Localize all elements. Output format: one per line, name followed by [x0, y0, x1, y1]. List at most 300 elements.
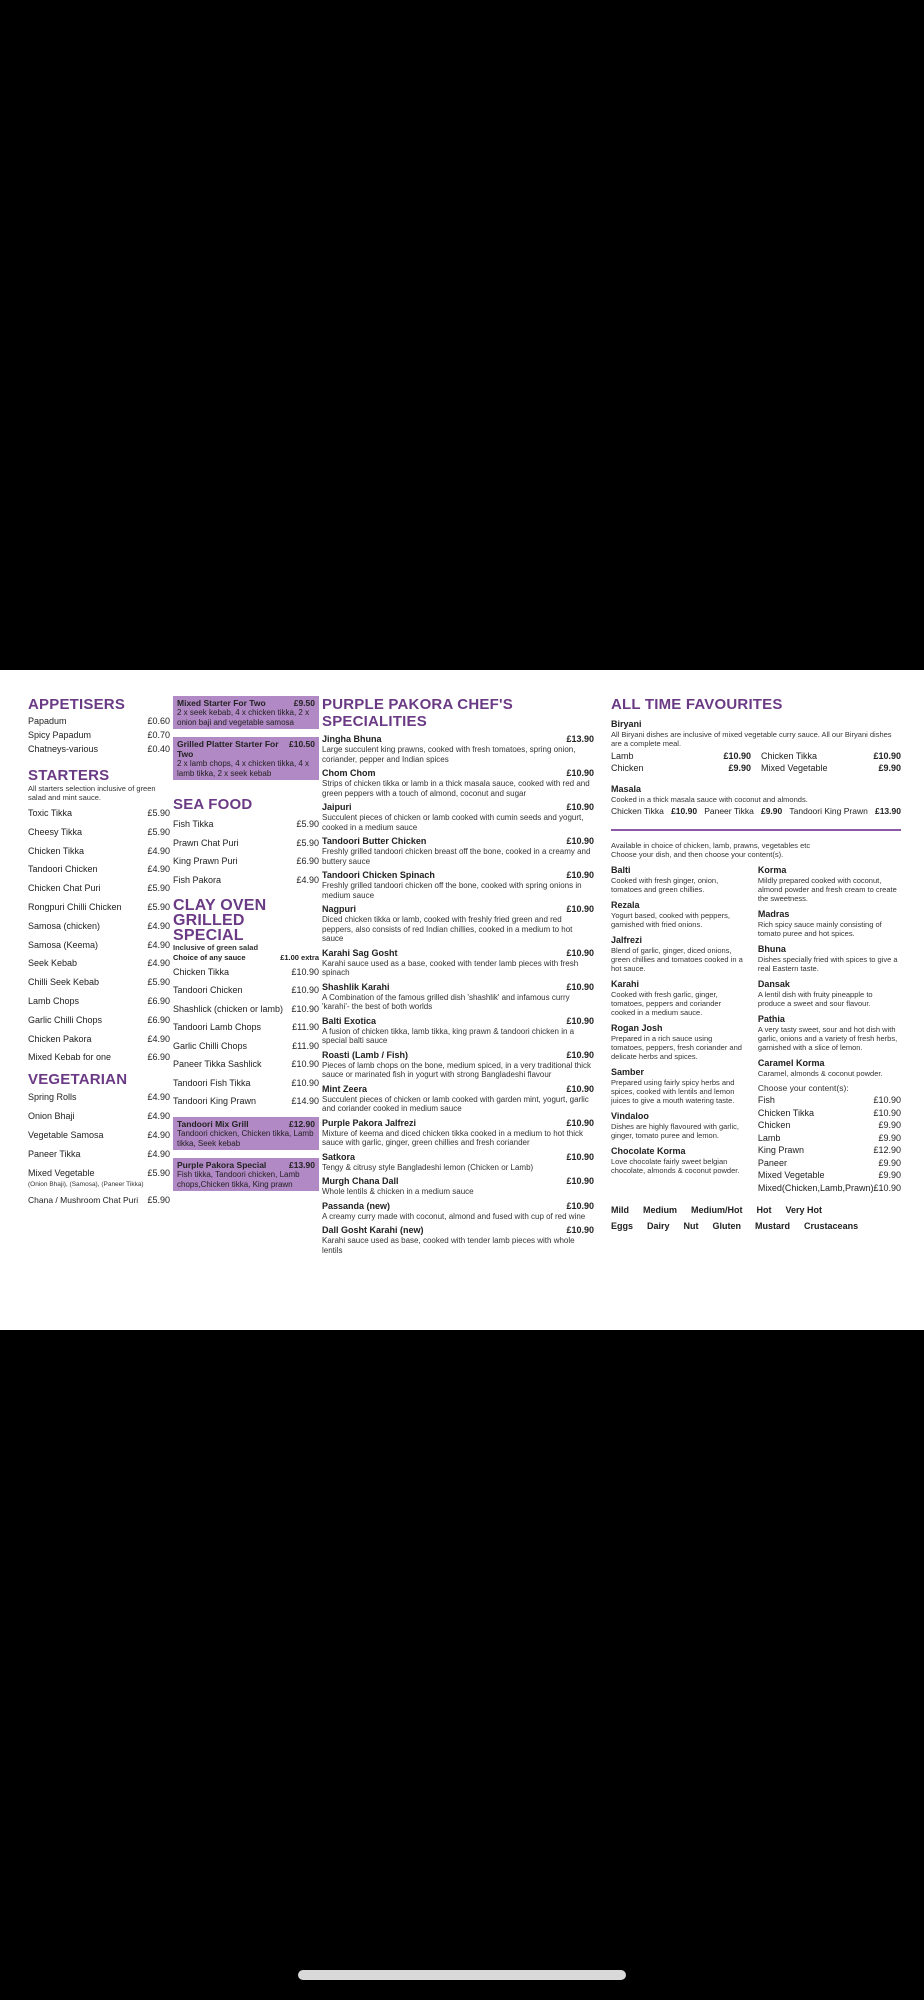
vegetarian-title: VEGETARIAN	[28, 1071, 128, 1089]
item-price: £4.90	[147, 864, 170, 875]
menu-item	[173, 967, 319, 978]
menu-item	[28, 716, 170, 727]
price-label: Lamb	[611, 751, 634, 761]
sauce-desc: Prepared in a rich sauce using tomatoes, peppers, fresh coriander and delicate herbs and spices.	[611, 1034, 742, 1061]
heat-level: Mild	[611, 1205, 629, 1215]
price-value: £13.90	[874, 806, 901, 816]
allergen-label: Dairy	[647, 1221, 670, 1231]
item-name: Garlic Chilli Chops	[28, 1014, 103, 1025]
dish-price: £10.90	[566, 904, 594, 914]
sauce-item	[611, 1146, 744, 1175]
price-value: £10.90	[873, 751, 901, 761]
item-name: Samosa (chicken)	[28, 920, 101, 931]
chef-dish	[322, 1050, 594, 1080]
dish-name: Passanda (new)	[322, 1200, 391, 1211]
item-price: £14.90	[291, 1096, 319, 1106]
item-name: Garlic Chilli Chops	[173, 1040, 248, 1051]
item-price: £9.90	[878, 1170, 901, 1180]
sauce-name: Balti	[611, 865, 631, 875]
price-value: £9.90	[878, 763, 901, 773]
item-price: £4.90	[147, 1092, 170, 1103]
item-name: Mixed Kebab for one	[28, 1052, 112, 1063]
menu-item	[758, 1094, 901, 1107]
choose-list	[758, 1094, 901, 1194]
menu-item	[28, 921, 170, 932]
menu-item	[28, 902, 170, 913]
item-name: Mixed(Chicken,Lamb,Prawn)	[757, 1182, 874, 1193]
dish-desc: Tengy & citrusy style Bangladeshi lemon (Chicken or Lamb)	[322, 1162, 534, 1172]
dish-desc: Large succulent king prawns, cooked with fresh tomatoes, spring onion, coriander, pepper and Indian spices	[322, 745, 576, 764]
masala-section	[611, 784, 901, 804]
sauce-item	[611, 1111, 744, 1140]
menu-item	[758, 1119, 901, 1132]
item-name: Tandoori Lamb Chops	[173, 1022, 262, 1032]
price-label: Chicken Tikka	[761, 751, 818, 761]
allergen-label: Eggs	[611, 1221, 634, 1231]
menu-item	[173, 1059, 319, 1070]
menu-item	[758, 1107, 901, 1120]
item-price: £9.90	[878, 1120, 901, 1130]
dish-desc: Karahi sauce used as a base, cooked with tender lamb pieces with fresh spinach	[322, 958, 579, 977]
item-price: £5.90	[147, 1195, 170, 1206]
dish-desc: Freshly grilled tandoori chicken breast off the bone, cooked in a creamy and buttery sauce	[322, 847, 591, 866]
item-name: Papadum	[28, 716, 67, 726]
menu-item	[28, 1111, 170, 1122]
item-name: Cheesy Tikka	[28, 826, 83, 837]
item-name: Chicken Tikka	[173, 966, 230, 977]
item-name: Tandoori Fish Tikka	[173, 1077, 251, 1088]
heat-level: Hot	[756, 1205, 772, 1215]
chef-list	[322, 734, 594, 1255]
vegetarian-list	[28, 1092, 170, 1178]
sauce-desc: Love chocolate fairly sweet belgian chocolate, almonds & coconut powder.	[611, 1157, 740, 1175]
dish-header	[322, 1016, 594, 1027]
sauce-desc: Rich spicy sauce mainly consisting of tomato puree and hot spices.	[757, 920, 882, 938]
item-price: £10.90	[291, 966, 319, 977]
chef-dish	[322, 1201, 594, 1222]
chef-dish	[322, 982, 594, 1012]
sauce-name: Bhuna	[757, 944, 786, 954]
allergen-label: Mustard	[755, 1221, 791, 1231]
platter-price: £10.50	[289, 739, 315, 749]
item-price: £4.90	[147, 1111, 170, 1122]
dish-price: £10.90	[566, 947, 594, 958]
sauce-item	[758, 944, 901, 973]
item-name: Tandoori Chicken	[28, 864, 98, 875]
chef-dish	[322, 734, 594, 764]
item-name: Fish Pakora	[173, 874, 222, 885]
item-price: £4.90	[147, 1033, 170, 1044]
dish-header	[322, 768, 594, 779]
column-starters	[28, 696, 170, 1214]
price-label: Mixed Vegetable	[761, 763, 828, 773]
menu-item	[28, 1052, 170, 1063]
platter-price: £9.50	[293, 698, 315, 708]
item-price: £5.90	[147, 977, 170, 988]
price-label: Chicken Tikka	[611, 806, 664, 816]
dish-desc: Karahi sauce used as base, cooked with tender lamb pieces with whole lentils	[322, 1236, 575, 1255]
item-name: Shashlick (chicken or lamb)	[173, 1003, 284, 1014]
platter-box	[173, 696, 319, 729]
platter-title: Grilled Platter Starter For Two	[177, 739, 279, 759]
dish-price: £10.90	[566, 1015, 594, 1026]
dish-name: Chom Chom	[322, 768, 376, 778]
dish-desc: A creamy curry made with coconut, almond and fused with cup of red wine	[322, 1211, 586, 1221]
grill-box	[173, 1158, 319, 1191]
dish-name: Nagpuri	[322, 904, 357, 914]
menu-item	[28, 1015, 170, 1026]
clay-note-row	[173, 952, 319, 963]
heat-legend	[611, 1202, 901, 1218]
item-price: £11.90	[292, 1022, 319, 1032]
chef-dish	[322, 870, 594, 900]
dish-desc: Strips of chicken tikka or lamb in a thick masala sauce, cooked with red and green peppers with a touch of almond, coconut and sugar	[322, 779, 590, 798]
sauce-grid	[611, 865, 901, 1194]
dish-header	[322, 870, 594, 881]
item-price: £5.90	[296, 837, 319, 848]
clay-title-2: GRILLED SPECIAL	[173, 911, 245, 944]
item-name: Chicken Tikka	[757, 1107, 814, 1118]
dish-header	[322, 734, 594, 745]
favourites-title: ALL TIME FAVOURITES	[611, 696, 783, 713]
sauce-item	[611, 935, 744, 973]
menu-item	[28, 958, 170, 969]
clay-list	[173, 967, 319, 1108]
menu-item	[28, 1168, 170, 1179]
sauce-item	[758, 909, 901, 938]
divider	[611, 829, 901, 831]
item-price: £5.90	[147, 808, 170, 818]
item-name: Fish Tikka	[173, 819, 214, 829]
price-value: £10.90	[671, 806, 698, 816]
item-name: Mixed Vegetable	[757, 1170, 825, 1180]
item-name: Seek Kebab	[28, 958, 78, 969]
chef-dish	[322, 802, 594, 832]
item-name: Samosa (Keema)	[28, 939, 99, 950]
dish-price: £10.90	[566, 1225, 594, 1235]
choose-content	[758, 1084, 901, 1194]
dish-name: Satkora	[322, 1151, 356, 1162]
item-price: £6.90	[147, 995, 170, 1006]
item-name: Spicy Papadum	[28, 730, 92, 740]
item-name: King Prawn Puri	[173, 856, 238, 866]
menu-item	[28, 1130, 170, 1141]
column-chef-specialities	[322, 696, 594, 1259]
sauce-name: Korma	[757, 865, 787, 875]
masala-desc: Cooked in a thick masala sauce with coconut and almonds.	[611, 795, 808, 804]
dish-name: Jingha Bhuna	[322, 734, 382, 744]
menu-item	[28, 730, 170, 741]
dish-desc: Succulent pieces of chicken or lamb cooked with garden mint, yogurt, garlic and coriander cooked in medium sauce	[322, 1094, 589, 1113]
sauces-right-col	[758, 865, 901, 1194]
item-name: Tandoori Chicken	[173, 985, 243, 995]
item-name: King Prawn	[757, 1145, 804, 1155]
sauce-desc: Cooked with fresh ginger, onion, tomatoes and green chillies.	[611, 876, 719, 894]
item-name: Paneer Tikka	[28, 1148, 81, 1159]
chef-dish	[322, 768, 594, 798]
biryani-section	[611, 719, 901, 748]
item-price: £9.90	[878, 1157, 901, 1168]
menu-item	[173, 819, 319, 830]
dish-desc: Diced chicken tikka or lamb, cooked with freshly fried green and red peppers, also consists of red Indian chillies, cooked in a medium to hot sauce	[322, 915, 573, 943]
item-price: £0.60	[147, 716, 170, 726]
seafood-title: SEA FOOD	[173, 796, 253, 813]
menu-item	[173, 1022, 319, 1033]
chef-dish	[322, 948, 594, 978]
dish-price: £10.90	[566, 836, 594, 846]
item-price: £12.90	[873, 1145, 901, 1155]
menu-item	[173, 1096, 319, 1107]
dish-name: Shashlik Karahi	[322, 981, 390, 992]
sauce-item	[611, 900, 744, 929]
item-price: £9.90	[878, 1132, 901, 1143]
sauce-name: Rogan Josh	[611, 1023, 663, 1033]
menu-item	[758, 1157, 901, 1170]
price-label: Tandoori King Prawn	[789, 806, 868, 816]
sauce-item	[758, 979, 901, 1008]
item-name: Toxic Tikka	[28, 808, 73, 818]
dish-header	[322, 982, 594, 993]
menu-item	[758, 1132, 901, 1145]
dish-name: Karahi Sag Gosht	[322, 947, 398, 958]
dish-price: £10.90	[566, 1151, 594, 1162]
seafood-list	[173, 819, 319, 886]
sauce-item	[611, 1023, 744, 1061]
dish-price: £10.90	[566, 870, 594, 880]
appetisers-title: APPETISERS	[28, 696, 126, 713]
item-name: Vegetable Samosa	[28, 1129, 104, 1140]
dish-name: Dall Gosht Karahi (new)	[322, 1225, 424, 1235]
price-value: £10.90	[723, 751, 751, 761]
item-price: £0.40	[147, 744, 170, 754]
menu-item	[28, 808, 170, 819]
dish-name: Roasti (Lamb / Fish)	[322, 1049, 409, 1060]
chef-dish	[322, 1118, 594, 1148]
chef-dish	[322, 1152, 594, 1173]
sauce-desc: Prepared using fairly spicy herbs and spices, cooked with lentils and lemon juices to give a mouth watering taste.	[611, 1078, 735, 1105]
item-price: £10.90	[291, 1077, 319, 1088]
menu-sheet	[0, 670, 924, 1330]
item-price: £5.90	[147, 883, 170, 894]
item-name: Lamb	[757, 1132, 781, 1143]
price-label: Paneer Tikka	[704, 806, 754, 816]
item-price: £0.70	[147, 730, 170, 740]
dish-desc: Whole lentils & chicken in a medium sauce	[322, 1187, 474, 1196]
item-price: £4.90	[147, 1148, 170, 1159]
starters-list	[28, 808, 170, 1063]
sauces-right	[758, 865, 901, 1078]
item-name: Chilli Seek Kebab	[28, 977, 100, 988]
menu-item	[28, 744, 170, 755]
dish-price: £10.90	[566, 1176, 594, 1186]
column-favourites	[611, 696, 901, 1234]
menu-item	[173, 985, 319, 996]
item-price: £4.90	[147, 845, 170, 856]
sauce-desc: Dishes are highly flavoured with garlic, ginger, tomato puree and lemon.	[611, 1122, 739, 1140]
item-name: Chatneys-various	[28, 744, 99, 754]
item-price: £10.90	[291, 1059, 319, 1069]
item-price: £5.90	[147, 901, 170, 912]
dish-price: £10.90	[566, 1117, 594, 1128]
sauce-item	[611, 865, 744, 894]
grill-box	[173, 1117, 319, 1150]
item-price: £11.90	[292, 1040, 319, 1051]
menu-item	[28, 827, 170, 838]
chef-dish	[322, 1225, 594, 1255]
dish-header	[322, 1152, 594, 1163]
item-name: Mixed Vegetable	[28, 1167, 95, 1178]
dish-header	[322, 836, 594, 847]
dish-header	[322, 1225, 594, 1236]
chef-dish	[322, 836, 594, 866]
sauces-left	[611, 865, 744, 1194]
item-price: £4.90	[296, 874, 319, 885]
item-price: £4.90	[147, 1129, 170, 1140]
item-price: £5.90	[147, 1167, 170, 1178]
sauce-item	[758, 865, 901, 903]
menu-item	[173, 1078, 319, 1089]
item-name: Spring Rolls	[28, 1092, 77, 1103]
sauce-item	[758, 1014, 901, 1052]
heat-level: Medium/Hot	[691, 1205, 743, 1215]
price-value: £9.90	[760, 806, 783, 816]
masala-name: Masala	[611, 784, 642, 794]
dish-header	[322, 904, 594, 915]
dish-price: £10.90	[566, 802, 594, 812]
dish-name: Balti Exotica	[322, 1015, 377, 1026]
item-name: Chicken Chat Puri	[28, 883, 101, 894]
sauce-desc: A very tasty sweet, sour and hot dish with garlic, onions and a variety of fresh herbs, garnished with a slice of lemon.	[757, 1025, 898, 1052]
dish-name: Jaipuri	[322, 802, 352, 812]
menu-item	[28, 1092, 170, 1103]
dish-price: £10.90	[566, 1049, 594, 1060]
allergen-label: Crustaceans	[804, 1221, 859, 1231]
dish-name: Purple Pakora Jalfrezi	[322, 1117, 417, 1128]
item-name: Prawn Chat Puri	[173, 837, 239, 848]
sauce-item	[611, 979, 744, 1017]
avail-note-1: Available in choice of chicken, lamb, prawns, vegetables etc	[611, 841, 811, 850]
dish-name: Mint Zeera	[322, 1083, 368, 1094]
dish-desc: Pieces of lamb chops on the bone, medium spiced, in a very traditional thick sauce or marinated fish in yogurt with strong Bangladeshi flavour	[322, 1060, 592, 1079]
dish-desc: A Combination of the famous grilled dish 'shashlik' and infamous curry 'karahi'- the best of both worlds	[322, 992, 570, 1011]
sauce-desc: Caramel, almonds & coconut powder.	[757, 1069, 883, 1078]
clay-extra: £1.00 extra	[280, 952, 319, 962]
menu-item	[28, 846, 170, 857]
grill-box-title: Purple Pakora Special	[177, 1160, 267, 1170]
menu-item	[173, 1004, 319, 1015]
menu-item	[28, 1149, 170, 1160]
heat-level: Medium	[643, 1205, 678, 1215]
dish-desc: Mixture of keema and diced chicken tikka cooked in a medium to hot thick sauce with garlic, ginger, green chillies and fresh coriander	[322, 1128, 584, 1147]
menu-item	[28, 1034, 170, 1045]
clay-title-1: CLAY OVEN	[173, 896, 267, 914]
platter-box	[173, 737, 319, 780]
sauce-name: Jalfrezi	[611, 935, 643, 945]
price-value: £9.90	[728, 763, 751, 773]
dish-header	[322, 1084, 594, 1095]
dish-header	[322, 948, 594, 959]
starters-note: All starters selection inclusive of green salad and mint sauce.	[28, 784, 156, 802]
item-price: £6.90	[296, 856, 319, 866]
item-name: Chicken Tikka	[28, 845, 85, 856]
dish-desc: Freshly grilled tandoori chicken off the bone, cooked with spring onions in medium sauce	[322, 881, 582, 900]
item-price: £10.90	[291, 985, 319, 995]
biryani-desc: All Biryani dishes are inclusive of mixed vegetable curry sauce. All our Biryani dishes are a complete meal.	[611, 730, 892, 748]
item-name: Rongpuri Chilli Chicken	[28, 901, 122, 912]
sauce-name: Chocolate Korma	[611, 1146, 686, 1156]
menu-item	[28, 977, 170, 988]
item-price: £10.90	[873, 1095, 901, 1105]
menu-item	[28, 996, 170, 1007]
dish-desc: Succulent pieces of chicken or lamb cooked with cumin seeds and yogurt, cooked in a medium sauce	[322, 813, 584, 832]
sauce-name: Samber	[611, 1067, 645, 1077]
platter-desc: 2 x seek kebab, 4 x chicken tikka, 2 x onion baji and vegetable samosa	[177, 708, 310, 727]
sauce-item	[758, 1058, 901, 1078]
item-price: £6.90	[147, 1014, 170, 1025]
item-name: Chicken	[757, 1120, 791, 1130]
item-price: £6.90	[147, 1052, 170, 1063]
dish-name: Murgh Chana Dall	[322, 1176, 399, 1186]
item-name: Paneer Tikka Sashlick	[173, 1059, 262, 1069]
dish-header	[322, 1201, 594, 1212]
platter-desc: 2 x lamb chops, 4 x chicken tikka, 4 x lamb tikka, 2 x seek kebab	[177, 759, 310, 778]
menu-item	[28, 864, 170, 875]
avail-note-2: Choose your dish, and then choose your content(s).	[611, 850, 784, 859]
sauce-name: Karahi	[611, 979, 640, 989]
sauce-name: Madras	[757, 909, 790, 919]
dish-price: £10.90	[566, 981, 594, 992]
grill-box-title: Tandoori Mix Grill	[177, 1119, 249, 1129]
dish-header	[322, 1050, 594, 1061]
dish-price: £10.90	[566, 768, 594, 778]
chef-dish	[322, 904, 594, 944]
menu-item	[758, 1144, 901, 1157]
sauce-name: Vindaloo	[611, 1111, 649, 1121]
allergen-label: Gluten	[712, 1221, 742, 1231]
mixed-veg-note: (Onion Bhaji), (Samosa), (Paneer Tikka)	[28, 1181, 144, 1189]
item-name: Chicken Pakora	[28, 1033, 92, 1044]
menu-item	[173, 875, 319, 886]
dish-price: £10.90	[566, 1200, 594, 1211]
allergen-label: Nut	[683, 1221, 699, 1231]
sauce-name: Caramel Korma	[757, 1058, 825, 1068]
sauce-desc: Cooked with fresh garlic, ginger, tomatoes, peppers and coriander cooked in a medium sauce.	[611, 990, 722, 1017]
item-price: £10.90	[291, 1003, 319, 1014]
chef-dish	[322, 1016, 594, 1046]
item-price: £4.90	[147, 939, 170, 950]
home-indicator[interactable]	[298, 1970, 626, 1980]
menu-item	[758, 1169, 901, 1182]
menu-item	[28, 883, 170, 894]
menu-item	[28, 1195, 170, 1206]
sauce-desc: Dishes specially fried with spices to give a real Eastern taste.	[757, 955, 898, 973]
menu-item	[758, 1182, 901, 1195]
sauce-desc: A lentil dish with fruity pineapple to produce a sweet and sour flavour.	[757, 990, 873, 1008]
clay-note-2: Choice of any sauce	[173, 952, 246, 962]
sauce-desc: Blend of garlic, ginger, diced onions, green chillies and tomatoes cooked in a hot sauce.	[611, 946, 743, 973]
item-price: £4.90	[147, 958, 170, 969]
dish-name: Tandoori Chicken Spinach	[322, 870, 435, 880]
grill-box-desc: Tandoori chicken, Chicken tikka, Lamb tikka, Seek kebab	[177, 1129, 314, 1148]
masala-prices	[611, 806, 901, 817]
menu-item	[173, 1041, 319, 1052]
biryani-name: Biryani	[611, 719, 642, 729]
dish-header	[322, 1176, 594, 1187]
chef-dish	[322, 1176, 594, 1197]
chef-dish	[322, 1084, 594, 1114]
dish-header	[322, 802, 594, 813]
heat-level: Very Hot	[785, 1205, 823, 1215]
